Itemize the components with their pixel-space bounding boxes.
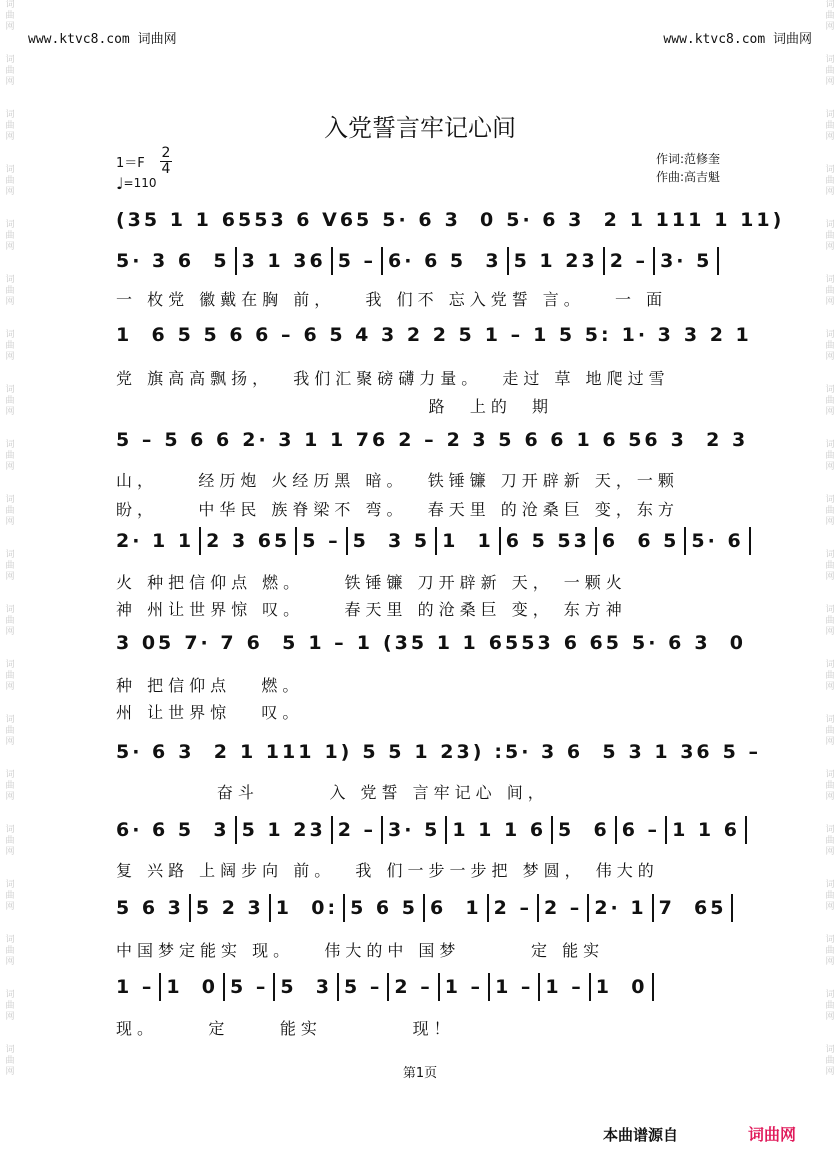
watermark-char: 词 bbox=[5, 550, 15, 560]
watermark-char: 曲 bbox=[825, 176, 835, 186]
barline bbox=[387, 973, 389, 1001]
measure: 5· 6 3 2 bbox=[506, 209, 620, 231]
watermark-char: 曲 bbox=[5, 616, 15, 626]
music-line bbox=[116, 972, 756, 1002]
measure: 1 0: bbox=[275, 897, 339, 919]
watermark-char: 网 bbox=[5, 407, 15, 417]
measure: 1 6 bbox=[116, 324, 168, 346]
barline bbox=[331, 247, 333, 275]
measure: 5 6 bbox=[558, 819, 610, 841]
watermark-char: 网 bbox=[5, 517, 15, 527]
measure: 5 6 5 bbox=[350, 897, 418, 919]
music-line bbox=[116, 893, 756, 923]
watermark-char: 网 bbox=[5, 847, 15, 857]
watermark-char: 词 bbox=[5, 715, 15, 725]
site-url-right[interactable]: www.ktvc8.com 词曲网 bbox=[663, 32, 812, 47]
watermark-char: 网 bbox=[5, 957, 15, 967]
barline bbox=[331, 816, 333, 844]
barline bbox=[731, 894, 733, 922]
measure: 3 0 bbox=[444, 209, 497, 231]
watermark-char: 网 bbox=[825, 517, 835, 527]
watermark-char: 网 bbox=[825, 352, 835, 362]
lyric-line: 山， 经历炮 火经历黑 暗。 铁锤镰 刀开辟新 天，一颗 bbox=[116, 471, 679, 490]
watermark-char: 词 bbox=[5, 825, 15, 835]
lyric-line: 神 州让世界惊 叹。 春天里 的沧桑巨 变， 东方神 bbox=[116, 600, 627, 619]
measure: 5 6 3 bbox=[116, 897, 184, 919]
measure: 5 1 23 bbox=[513, 250, 598, 272]
watermark-char: 词 bbox=[825, 990, 835, 1000]
watermark-char: 曲 bbox=[825, 946, 835, 956]
watermark-char: 曲 bbox=[5, 561, 15, 571]
watermark-char: 曲 bbox=[5, 836, 15, 846]
watermark-char: 网 bbox=[5, 572, 15, 582]
measure: 5 – bbox=[116, 429, 155, 451]
watermark-char: 曲 bbox=[5, 286, 15, 296]
lyric-line: 盼， 中华民 族脊梁不 弯。 春天里 的沧桑巨 变，东方 bbox=[116, 500, 679, 519]
measure: 3 2 bbox=[178, 741, 230, 763]
side-watermark-right bbox=[822, 0, 838, 1169]
watermark-char: 网 bbox=[825, 77, 835, 87]
measure: 2· 1 1 bbox=[116, 530, 195, 552]
watermark-char: 词 bbox=[825, 550, 835, 560]
watermark-char: 网 bbox=[5, 352, 15, 362]
barline bbox=[652, 894, 654, 922]
watermark-char: 词 bbox=[5, 275, 15, 285]
barline bbox=[445, 816, 447, 844]
watermark-char: 网 bbox=[5, 737, 15, 747]
source-label: 本曲谱源自 bbox=[603, 1126, 679, 1144]
watermark-char: 网 bbox=[5, 462, 15, 472]
barline bbox=[595, 527, 597, 555]
measure: 1 111 bbox=[239, 741, 315, 763]
watermark-char: 曲 bbox=[5, 451, 15, 461]
watermark-char: 网 bbox=[5, 902, 15, 912]
watermark-char: 网 bbox=[825, 132, 835, 142]
measure: 1 bbox=[356, 632, 373, 654]
lyric-line: 一 枚党 徽戴在胸 前， 我 们不 忘入党誓 言。 一 面 bbox=[116, 290, 668, 309]
watermark-char: 曲 bbox=[5, 66, 15, 76]
quarter-note-icon: ♩ bbox=[116, 174, 124, 193]
watermark-char: 网 bbox=[825, 957, 835, 967]
watermark-char: 曲 bbox=[825, 561, 835, 571]
measure: 5 – bbox=[344, 976, 383, 998]
barline bbox=[223, 973, 225, 1001]
measure: 2 – bbox=[543, 897, 583, 919]
watermark-char: 曲 bbox=[5, 1001, 15, 1011]
watermark-char: 词 bbox=[825, 715, 835, 725]
measure: 1) bbox=[324, 741, 353, 763]
measure: 5· 6 bbox=[382, 209, 435, 231]
barline bbox=[589, 973, 591, 1001]
watermark-char: 网 bbox=[825, 902, 835, 912]
measure: 3 2 1 bbox=[683, 324, 752, 346]
measure: 5 – bbox=[337, 250, 377, 272]
watermark-char: 曲 bbox=[5, 946, 15, 956]
barline bbox=[587, 894, 589, 922]
measure: 6 5 53 bbox=[505, 530, 590, 552]
measure: 2 3 65 bbox=[206, 530, 291, 552]
watermark-char: 词 bbox=[5, 330, 15, 340]
barline bbox=[235, 816, 237, 844]
side-watermark-left bbox=[2, 0, 18, 1169]
barline bbox=[488, 973, 490, 1001]
measure: 6 6 bbox=[524, 429, 567, 451]
measure: 5· 3 6 5 bbox=[116, 250, 230, 272]
watermark-char: 词 bbox=[5, 0, 15, 10]
watermark-char: 词 bbox=[5, 55, 15, 65]
barline bbox=[235, 247, 237, 275]
tempo-mark bbox=[116, 174, 157, 193]
measure: 5 1 23 bbox=[241, 819, 326, 841]
watermark-char: 曲 bbox=[825, 341, 835, 351]
barline bbox=[717, 247, 719, 275]
measure: 1 0 bbox=[595, 976, 648, 998]
brand-logo[interactable]: 词曲网 bbox=[748, 1125, 797, 1144]
watermark-char: 词 bbox=[5, 660, 15, 670]
barline bbox=[665, 816, 667, 844]
barline bbox=[435, 527, 437, 555]
measure: 5 – bbox=[722, 741, 762, 763]
time-signature bbox=[160, 146, 172, 177]
watermark-char: 曲 bbox=[5, 891, 15, 901]
site-url-left[interactable]: www.ktvc8.com 词曲网 bbox=[28, 32, 177, 47]
barline bbox=[538, 973, 540, 1001]
watermark-char: 词 bbox=[5, 770, 15, 780]
lyric-line: 中国梦定能实 现。 伟大的中 国梦 定 能实 bbox=[116, 941, 605, 960]
watermark-char: 曲 bbox=[5, 341, 15, 351]
watermark-char: 网 bbox=[5, 792, 15, 802]
measure: 3 05 bbox=[116, 632, 175, 654]
measure: 1 – bbox=[444, 976, 484, 998]
watermark-char: 词 bbox=[825, 880, 835, 890]
music-line bbox=[116, 320, 756, 350]
measure: 2 – bbox=[398, 429, 437, 451]
measure: 3 2 3 bbox=[670, 429, 749, 451]
barline bbox=[337, 973, 339, 1001]
watermark-char: 网 bbox=[825, 22, 835, 32]
barline bbox=[199, 527, 201, 555]
lyric-line: 路 上的 期 bbox=[116, 397, 554, 416]
watermark-char: 词 bbox=[5, 990, 15, 1000]
watermark-char: 曲 bbox=[825, 231, 835, 241]
lyric-line: 奋斗 入 党誓 言牢记心 间， bbox=[116, 783, 549, 802]
watermark-char: 曲 bbox=[825, 506, 835, 516]
watermark-char: 曲 bbox=[825, 286, 835, 296]
watermark-char: 曲 bbox=[825, 121, 835, 131]
music-line bbox=[116, 526, 756, 556]
watermark-char: 曲 bbox=[5, 231, 15, 241]
measure: 5 2 3 bbox=[195, 897, 264, 919]
watermark-char: 网 bbox=[825, 682, 835, 692]
watermark-char: 曲 bbox=[5, 11, 15, 21]
measure: 6553 bbox=[488, 632, 554, 654]
watermark-char: 词 bbox=[825, 55, 835, 65]
page-number: 第1页 bbox=[402, 1066, 438, 1081]
measure: 1 11) bbox=[714, 209, 785, 231]
barline bbox=[189, 894, 191, 922]
measure: 6 – bbox=[621, 819, 661, 841]
measure: 5 3 5 bbox=[352, 530, 431, 552]
watermark-char: 网 bbox=[825, 462, 835, 472]
watermark-char: 曲 bbox=[825, 836, 835, 846]
watermark-char: 网 bbox=[825, 737, 835, 747]
watermark-char: 曲 bbox=[5, 396, 15, 406]
barline bbox=[273, 973, 275, 1001]
watermark-char: 词 bbox=[825, 770, 835, 780]
lyricist: 作词:范修奎 bbox=[656, 152, 721, 166]
watermark-char: 词 bbox=[5, 605, 15, 615]
watermark-char: 词 bbox=[825, 935, 835, 945]
watermark-char: 网 bbox=[825, 242, 835, 252]
barline bbox=[603, 247, 605, 275]
barline bbox=[346, 527, 348, 555]
watermark-char: 曲 bbox=[5, 121, 15, 131]
watermark-char: 网 bbox=[5, 77, 15, 87]
lyric-line: 种 把信仰点 燃。 bbox=[116, 676, 304, 695]
measure: 1 1 6 bbox=[672, 819, 740, 841]
barline bbox=[652, 973, 654, 1001]
watermark-char: 词 bbox=[825, 660, 835, 670]
measure: 1 – bbox=[116, 976, 155, 998]
watermark-char: 词 bbox=[5, 110, 15, 120]
measure: :5· 3 6 5 bbox=[494, 741, 619, 763]
music-line bbox=[116, 246, 756, 276]
watermark-char: 曲 bbox=[5, 781, 15, 791]
watermark-char: 词 bbox=[825, 440, 835, 450]
watermark-char: 词 bbox=[825, 605, 835, 615]
lyric-line: 复 兴路 上阔步向 前。 我 们一步一步把 梦圆， 伟大的 bbox=[116, 861, 659, 880]
watermark-char: 网 bbox=[5, 187, 15, 197]
watermark-char: 词 bbox=[5, 165, 15, 175]
barline bbox=[551, 816, 553, 844]
watermark-char: 曲 bbox=[825, 671, 835, 681]
watermark-char: 词 bbox=[825, 385, 835, 395]
measure: 5· 6 bbox=[691, 530, 744, 552]
watermark-char: 曲 bbox=[5, 726, 15, 736]
watermark-char: 词 bbox=[5, 440, 15, 450]
watermark-char: 曲 bbox=[825, 396, 835, 406]
measure: 5· 6 bbox=[632, 632, 685, 654]
watermark-char: 曲 bbox=[5, 671, 15, 681]
measure: (35 1 1 bbox=[382, 632, 479, 654]
barline bbox=[381, 816, 383, 844]
watermark-char: 曲 bbox=[825, 1001, 835, 1011]
measure: 3 1 36 bbox=[241, 250, 326, 272]
measure: 3 0 bbox=[694, 632, 747, 654]
measure: 7 65 bbox=[658, 897, 727, 919]
watermark-char: 词 bbox=[825, 165, 835, 175]
watermark-char: 词 bbox=[5, 495, 15, 505]
barline bbox=[295, 527, 297, 555]
measure: 3· 5 bbox=[660, 250, 713, 272]
watermark-char: 网 bbox=[5, 297, 15, 307]
measure: 1 5 5: bbox=[533, 324, 612, 346]
measure: 6· 6 5 3 bbox=[116, 819, 230, 841]
measure: 5 5 bbox=[362, 741, 405, 763]
key-label: 1＝F bbox=[116, 156, 145, 171]
watermark-char: 网 bbox=[5, 627, 15, 637]
measure: 6 5 4 3 2 2 5 bbox=[303, 324, 475, 346]
watermark-char: 网 bbox=[5, 1067, 15, 1077]
barline bbox=[684, 527, 686, 555]
watermark-char: 网 bbox=[5, 1012, 15, 1022]
measure: 2· 1 bbox=[594, 897, 647, 919]
watermark-char: 网 bbox=[825, 187, 835, 197]
lyric-line: 党 旗高高飘扬， 我们汇聚磅礴力量。 走过 草 地爬过雪 bbox=[116, 369, 670, 388]
measure: 5 5 6 6 – bbox=[177, 324, 294, 346]
barline bbox=[269, 894, 271, 922]
watermark-char: 网 bbox=[825, 1067, 835, 1077]
watermark-char: 网 bbox=[825, 1012, 835, 1022]
watermark-char: 词 bbox=[5, 1045, 15, 1055]
measure: 2 – bbox=[394, 976, 433, 998]
measure: 6 5 bbox=[246, 632, 299, 654]
watermark-char: 词 bbox=[825, 330, 835, 340]
measure: 1 23) bbox=[414, 741, 485, 763]
watermark-char: 词 bbox=[825, 220, 835, 230]
measure: 1 – bbox=[484, 324, 524, 346]
measure: 6553 6 V65 bbox=[221, 209, 373, 231]
watermark-char: 曲 bbox=[825, 616, 835, 626]
watermark-char: 词 bbox=[5, 220, 15, 230]
measure: 1 – bbox=[308, 632, 347, 654]
music-line bbox=[116, 425, 756, 455]
watermark-char: 曲 bbox=[825, 781, 835, 791]
barline bbox=[653, 247, 655, 275]
barline bbox=[487, 894, 489, 922]
measure: 5· 6 bbox=[116, 741, 169, 763]
watermark-char: 曲 bbox=[825, 66, 835, 76]
watermark-char: 曲 bbox=[825, 451, 835, 461]
measure: 2· 3 1 1 76 bbox=[242, 429, 389, 451]
barline bbox=[749, 527, 751, 555]
music-line bbox=[116, 815, 756, 845]
measure: 1 1 1 6 bbox=[452, 819, 547, 841]
watermark-char: 曲 bbox=[825, 726, 835, 736]
music-line bbox=[116, 205, 785, 235]
measure: 1 1 bbox=[442, 530, 494, 552]
measure: 6· 6 5 3 bbox=[388, 250, 502, 272]
barline bbox=[159, 973, 161, 1001]
watermark-char: 曲 bbox=[825, 1056, 835, 1066]
lyric-line: 现。 定 能实 现！ bbox=[116, 1019, 455, 1038]
measure: (35 1 1 bbox=[116, 209, 212, 231]
credits bbox=[656, 150, 720, 186]
watermark-char: 网 bbox=[825, 627, 835, 637]
measure: 1 111 bbox=[629, 209, 705, 231]
barline bbox=[423, 894, 425, 922]
barline bbox=[615, 816, 617, 844]
watermark-char: 网 bbox=[5, 22, 15, 32]
measure: 6 65 bbox=[563, 632, 622, 654]
measure: 3 1 36 bbox=[628, 741, 713, 763]
watermark-char: 网 bbox=[825, 407, 835, 417]
measure: 1 – bbox=[545, 976, 584, 998]
tempo-value: =110 bbox=[123, 176, 157, 190]
watermark-char: 词 bbox=[825, 110, 835, 120]
measure: 2 – bbox=[609, 250, 649, 272]
watermark-char: 词 bbox=[825, 495, 835, 505]
watermark-char: 词 bbox=[5, 880, 15, 890]
measure: 1 0 bbox=[166, 976, 219, 998]
measure: 6 1 bbox=[429, 897, 482, 919]
watermark-char: 词 bbox=[825, 1045, 835, 1055]
music-line bbox=[116, 628, 756, 658]
composer: 作曲:高吉魁 bbox=[656, 170, 721, 184]
measure: 1 – bbox=[495, 976, 534, 998]
watermark-char: 网 bbox=[825, 297, 835, 307]
measure: 5 3 bbox=[280, 976, 333, 998]
watermark-char: 曲 bbox=[5, 176, 15, 186]
barline bbox=[537, 894, 539, 922]
barline bbox=[438, 973, 440, 1001]
measure: 7· 7 bbox=[184, 632, 237, 654]
watermark-char: 曲 bbox=[825, 11, 835, 21]
lyric-line: 州 让世界惊 叹。 bbox=[116, 703, 304, 722]
watermark-char: 网 bbox=[825, 572, 835, 582]
lyric-line: 火 种把信仰点 燃。 铁锤镰 刀开辟新 天， 一颗火 bbox=[116, 573, 627, 592]
barline bbox=[381, 247, 383, 275]
watermark-char: 词 bbox=[825, 825, 835, 835]
song-title: 入党誓言牢记心间 bbox=[324, 114, 516, 142]
measure: 2 – bbox=[493, 897, 532, 919]
key-signature bbox=[116, 145, 171, 177]
measure: 3· 5 bbox=[388, 819, 441, 841]
watermark-char: 网 bbox=[5, 242, 15, 252]
watermark-char: 词 bbox=[5, 935, 15, 945]
music-line bbox=[116, 737, 762, 767]
watermark-char: 网 bbox=[825, 847, 835, 857]
barline bbox=[745, 816, 747, 844]
watermark-char: 词 bbox=[5, 385, 15, 395]
watermark-char: 曲 bbox=[5, 506, 15, 516]
time-numerator: 2 bbox=[161, 145, 171, 161]
measure: 5 – bbox=[302, 530, 341, 552]
watermark-char: 词 bbox=[825, 275, 835, 285]
watermark-char: 网 bbox=[825, 792, 835, 802]
measure: 5 – bbox=[230, 976, 269, 998]
watermark-char: 网 bbox=[5, 682, 15, 692]
measure: 5 6 6 bbox=[164, 429, 233, 451]
time-denominator: 4 bbox=[161, 161, 171, 177]
watermark-char: 网 bbox=[5, 132, 15, 142]
measure: 1· 3 bbox=[621, 324, 674, 346]
measure: 2 – bbox=[337, 819, 377, 841]
measure: 2 3 5 bbox=[446, 429, 515, 451]
watermark-char: 曲 bbox=[5, 1056, 15, 1066]
measure: 6 6 5 bbox=[601, 530, 680, 552]
measure: 1 6 56 bbox=[576, 429, 661, 451]
barline bbox=[343, 894, 345, 922]
barline bbox=[507, 247, 509, 275]
watermark-char: 词 bbox=[825, 0, 835, 10]
watermark-char: 曲 bbox=[825, 891, 835, 901]
barline bbox=[499, 527, 501, 555]
